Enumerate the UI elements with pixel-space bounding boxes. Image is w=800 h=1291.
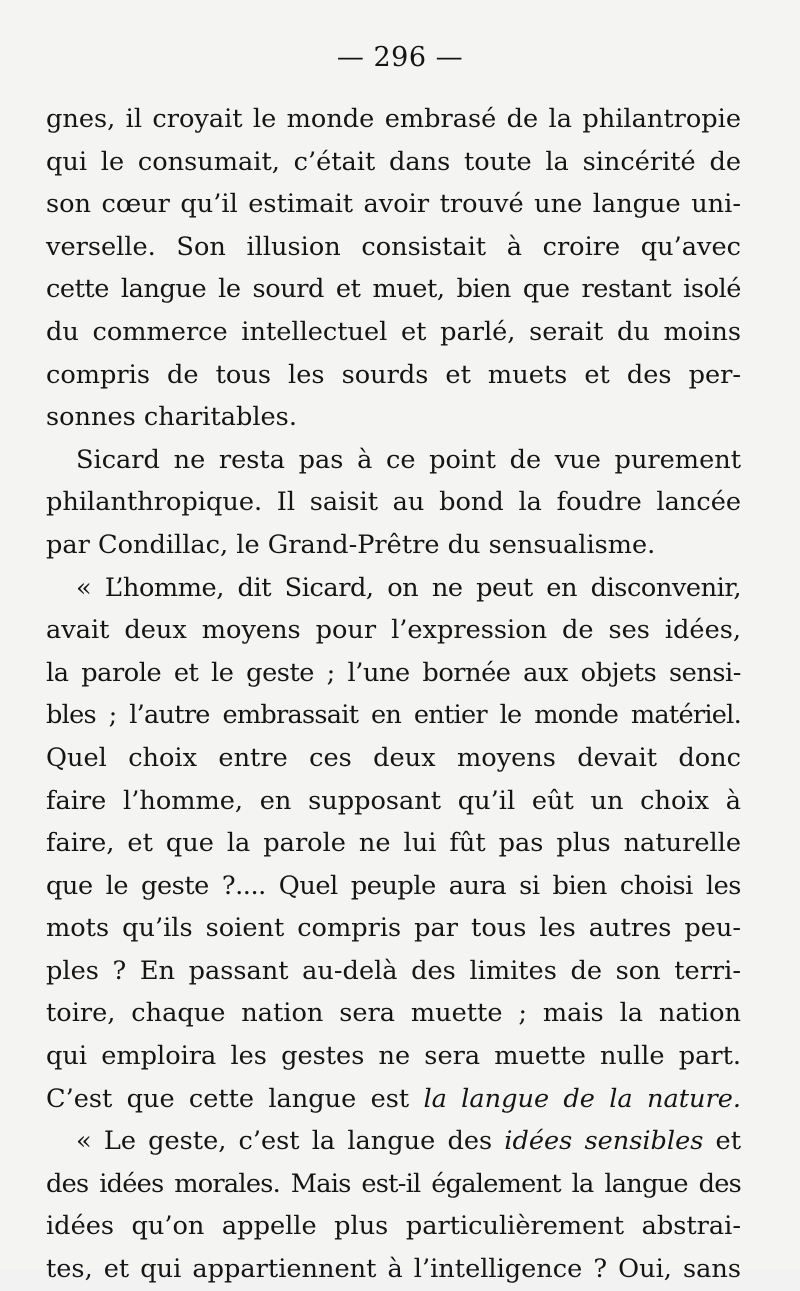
text-line: compris de tous les sourds et muets et des per- — [46, 359, 741, 390]
text-line: qui emploira les gestes ne sera muette nulle part. — [46, 1041, 741, 1072]
text-line: philanthropique. Il saisit au bond la foudre lancée — [46, 487, 741, 518]
italic-text: la langue de la nature. — [423, 1083, 741, 1114]
page-text — [46, 98, 741, 1291]
text-line: « L’homme, dit Sicard, on ne peut en disconvenir, — [76, 572, 741, 603]
text-line: mots qu’ils soient compris par tous les autres peu- — [46, 913, 741, 944]
text-line — [46, 1078, 741, 1121]
text-line: Sicard ne resta pas à ce point de vue purement — [76, 444, 741, 475]
text-line: des idées morales. Mais est-il également la langue des — [46, 1168, 741, 1199]
text-line: Quel choix entre ces deux moyens devait donc — [46, 742, 741, 773]
text-line: son cœur qu’il estimait avoir trouvé une langue uni- — [46, 189, 741, 220]
text-line: bles ; l’autre embrassait en entier le monde matériel. — [46, 700, 741, 731]
page-number: — 296 — — [336, 42, 464, 73]
text-line: faire l’homme, en supposant qu’il eût un choix à — [46, 785, 741, 816]
text-line: ples ? En passant au-delà des limites de son terri- — [46, 955, 741, 986]
text-line: sonnes charitables. — [46, 402, 297, 433]
text-line: idées qu’on appelle plus particulièrement abstrai- — [46, 1211, 741, 1242]
text-line: cette langue le sourd et muet, bien que restant isolé — [46, 274, 741, 305]
text-line: faire, et que la parole ne lui fût pas plus naturelle — [46, 828, 741, 859]
text-line: gnes, il croyait le monde embrasé de la philantropie — [46, 104, 741, 134]
text-line: toire, chaque nation sera muette ; mais la nation — [46, 998, 741, 1029]
text-line: tes, et qui appartiennent à l’intelligence ? Oui, sans — [46, 1254, 741, 1285]
text-line: qui le consumait, c’était dans toute la sincérité de — [46, 146, 741, 177]
text-line: du commerce intellectuel et parlé, serait du moins — [46, 316, 741, 347]
text-line: que le geste ?.... Quel peuple aura si bien choisi les — [46, 870, 741, 901]
text-line: par Condillac, le Grand-Prêtre du sensualisme. — [46, 529, 656, 560]
text-line: la parole et le geste ; l’une bornée aux objets sensi- — [46, 657, 741, 688]
italic-text: idées sensibles — [504, 1126, 704, 1157]
text-segment: « Le geste, c’est la langue des — [76, 1126, 505, 1157]
text-line: avait deux moyens pour l’expression de ses idées, — [46, 615, 741, 646]
text-segment: et — [703, 1126, 741, 1157]
text-line: verselle. Son illusion consistait à croire qu’avec — [46, 231, 741, 262]
text-line — [46, 1120, 741, 1163]
text-segment: C’est que cette langue est — [46, 1083, 424, 1114]
